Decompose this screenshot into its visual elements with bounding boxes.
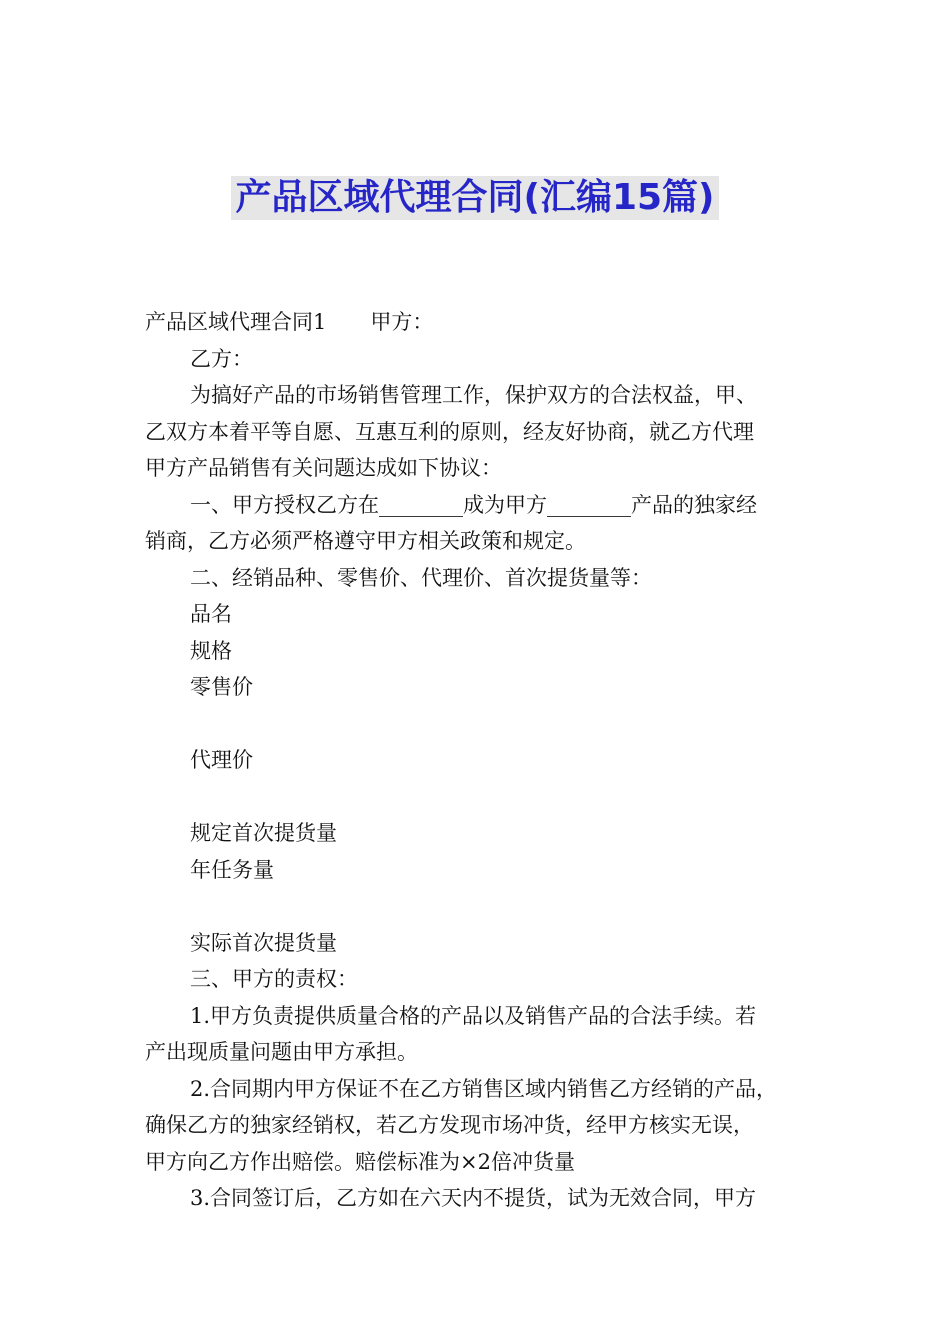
- blank-line: [145, 888, 815, 925]
- list-item: 实际首次提货量: [190, 930, 337, 955]
- paragraph-line: 2.合同期内甲方保证不在乙方销售区域内销售乙方经销的产品，: [190, 1076, 778, 1101]
- paragraph-line: 甲方产品销售有关问题达成如下协议：: [145, 456, 502, 480]
- contract-heading-line: [145, 304, 815, 341]
- title-wrap: [0, 176, 950, 220]
- party-a-label: 甲方：: [370, 310, 434, 334]
- section-heading: 二、经销品种、零售价、代理价、首次提货量等：: [190, 565, 652, 590]
- document-title: 产品区域代理合同(汇编15篇): [231, 176, 718, 220]
- paragraph-line: 为搞好产品的市场销售管理工作，保护双方的合法权益，甲、: [190, 383, 757, 407]
- paragraph-line: 乙双方本着平等自愿、互惠互利的原则，经友好协商，就乙方代理: [145, 419, 754, 444]
- list-item: 年任务量: [190, 857, 274, 882]
- paragraph-line: 销商，乙方必须严格遵守甲方相关政策和规定。: [145, 529, 586, 553]
- paragraph-line: 1.甲方负责提供质量合格的产品以及销售产品的合法手续。若: [190, 1003, 757, 1028]
- list-item: 品名: [190, 602, 232, 626]
- party-b-label: 乙方：: [190, 346, 253, 371]
- list-item: 规定首次提货量: [190, 821, 337, 845]
- blank-line: [145, 779, 815, 816]
- section-heading: 三、甲方的责权：: [190, 967, 358, 991]
- paragraph-line: 3.合同签订后，乙方如在六天内不提货，试为无效合同，甲方: [190, 1186, 757, 1210]
- paragraph-line: 确保乙方的独家经销权，若乙方发现市场冲货，经甲方核实无误，: [145, 1113, 754, 1137]
- list-item: 规格: [190, 638, 232, 663]
- list-item: 零售价: [190, 675, 253, 699]
- paragraph-line: 产出现质量问题由甲方承担。: [145, 1040, 418, 1064]
- paragraph-line: 甲方向乙方作出赔偿。赔偿标准为×2倍冲货量: [145, 1149, 575, 1174]
- paragraph-line: 一、甲方授权乙方在________成为甲方________产品的独家经: [190, 492, 757, 517]
- blank-line: [145, 706, 815, 743]
- contract-number: 产品区域代理合同1: [145, 310, 327, 334]
- document-body: [145, 304, 815, 1217]
- list-item: 代理价: [190, 748, 253, 772]
